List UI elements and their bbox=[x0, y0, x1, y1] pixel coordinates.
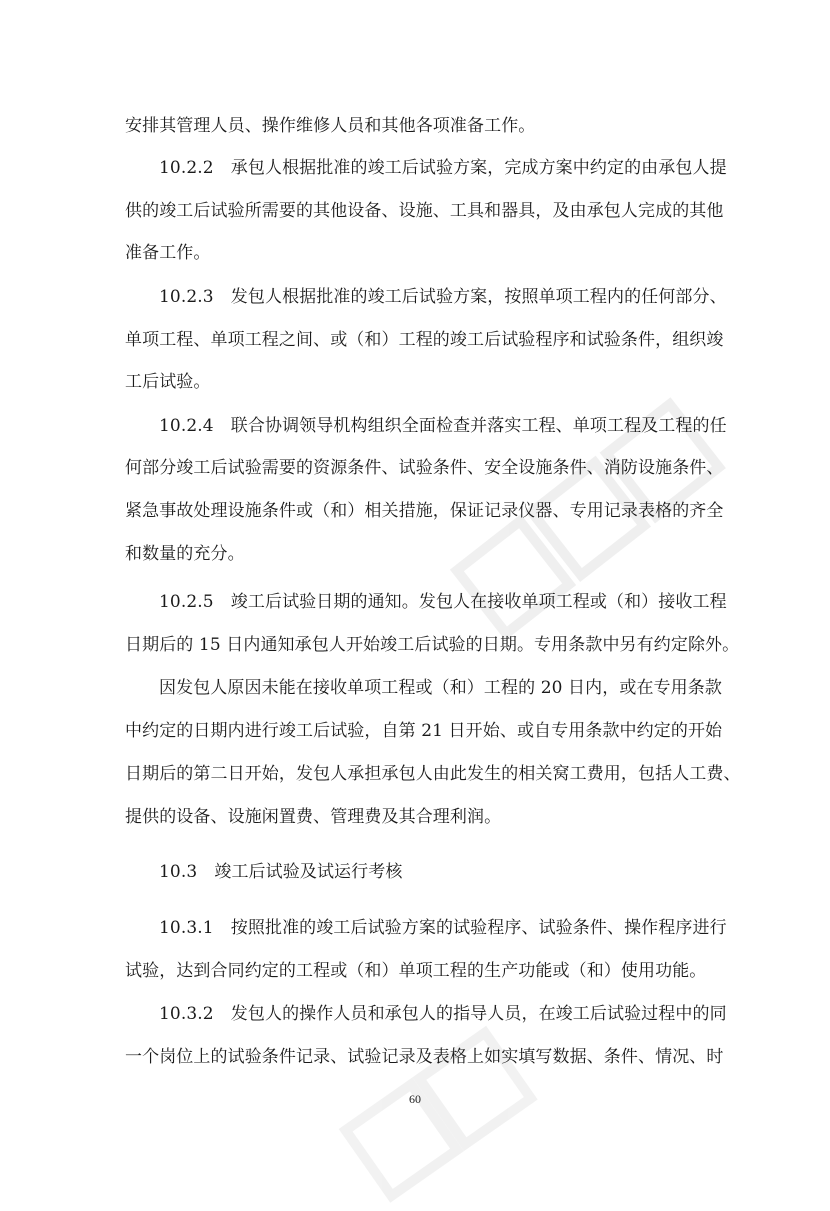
paragraph-line: 安排其管理人员、操作维修人员和其他各项准备工作。 bbox=[125, 116, 536, 136]
paragraph-line: 供的竣工后试验所需要的其他设备、设施、工具和器具，及由承包人完成的其他 bbox=[125, 201, 724, 221]
paragraph-line: 一个岗位上的试验条件记录、试验记录及表格上如实填写数据、条件、情况、时 bbox=[125, 1047, 724, 1067]
section-10-3-heading: 10.3 竣工后试验及试运行考核 bbox=[159, 862, 403, 882]
paragraph-line: 试验，达到合同约定的工程或（和）单项工程的生产功能或（和）使用功能。 bbox=[125, 961, 707, 981]
clause-10-2-5-line: 10.2.5 竣工后试验日期的通知。发包人在接收单项工程或（和）接收工程 bbox=[159, 592, 727, 612]
clause-10-2-4-line: 10.2.4 联合协调领导机构组织全面检查并落实工程、单项工程及工程的任 bbox=[159, 416, 727, 436]
paragraph-line: 日期后的第二日开始，发包人承担承包人由此发生的相关窝工费用，包括人工费、 bbox=[125, 764, 741, 784]
paragraph-line: 提供的设备、设施闲置费、管理费及其合理利润。 bbox=[125, 807, 502, 827]
paragraph-line: 工后试验。 bbox=[125, 372, 211, 392]
clause-10-2-3-line: 10.2.3 发包人根据批准的竣工后试验方案，按照单项工程内的任何部分、 bbox=[159, 287, 727, 307]
paragraph-line: 紧急事故处理设施条件或（和）相关措施，保证记录仪器、专用记录表格的齐全 bbox=[125, 501, 724, 521]
paragraph-line: 中约定的日期内进行竣工后试验，自第 21 日开始、或自专用条款中约定的开始 bbox=[125, 721, 723, 741]
paragraph-line: 准备工作。 bbox=[125, 243, 211, 263]
paragraph-line: 何部分竣工后试验需要的资源条件、试验条件、安全设施条件、消防设施条件、 bbox=[125, 458, 724, 478]
page-number: 60 bbox=[409, 1092, 421, 1106]
paragraph-line: 因发包人原因未能在接收单项工程或（和）工程的 20 日内，或在专用条款 bbox=[159, 678, 722, 698]
clause-10-3-1-line: 10.3.1 按照批准的竣工后试验方案的试验程序、试验条件、操作程序进行 bbox=[159, 918, 727, 938]
paragraph-line: 单项工程、单项工程之间、或（和）工程的竣工后试验程序和试验条件，组织竣 bbox=[125, 330, 724, 350]
paragraph-line: 和数量的充分。 bbox=[125, 544, 245, 564]
clause-10-3-2-line: 10.3.2 发包人的操作人员和承包人的指导人员，在竣工后试验过程中的同 bbox=[159, 1004, 727, 1024]
paragraph-line: 日期后的 15 日内通知承包人开始竣工后试验的日期。专用条款中另有约定除外。 bbox=[125, 635, 740, 655]
clause-10-2-2-line: 10.2.2 承包人根据批准的竣工后试验方案，完成方案中约定的由承包人提 bbox=[159, 158, 727, 178]
